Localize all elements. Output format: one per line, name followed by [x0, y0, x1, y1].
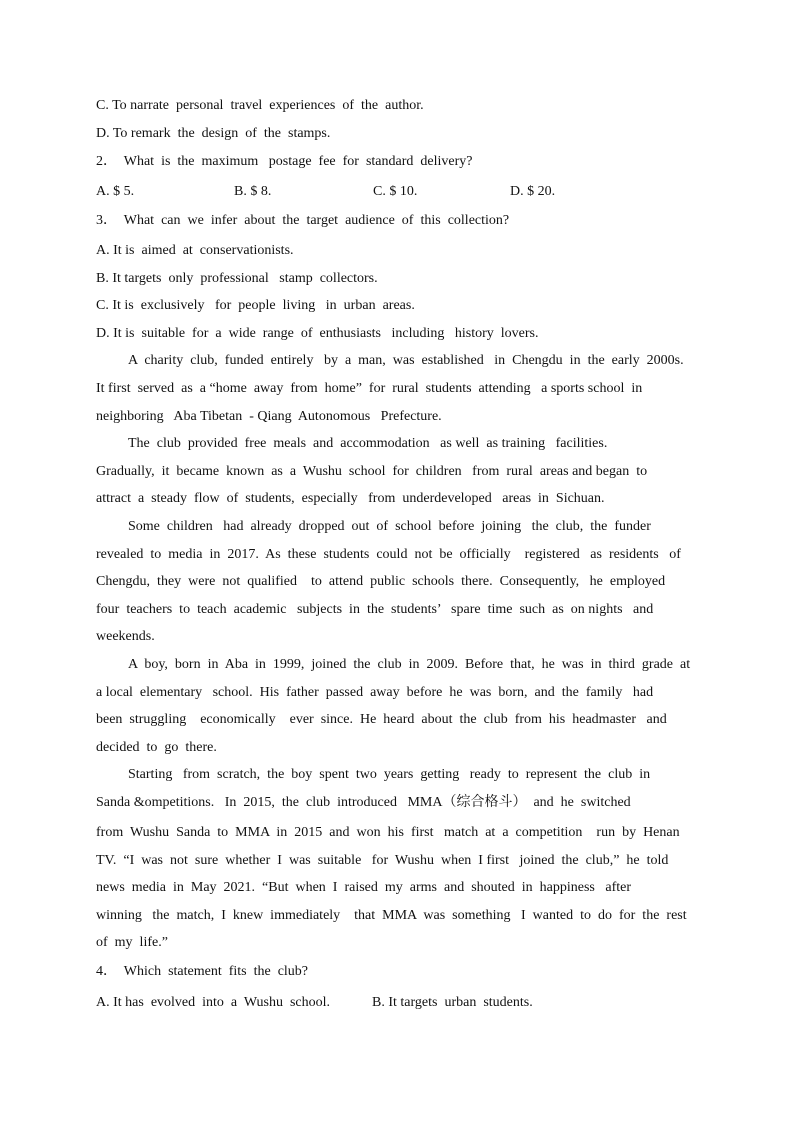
q3-question: 3． What can we infer about the target audience of this collection? — [96, 213, 510, 228]
passage-line: It first served as a “home away from home” for rural students attending a sports school in — [96, 381, 643, 396]
passage-line: from Wushu Sanda to MMA in 2015 and won his first match at a competition run by Henan — [96, 825, 680, 840]
passage-line: weekends. — [96, 629, 155, 644]
q4-question: 4． Which statement fits the club? — [96, 964, 309, 979]
passage-line: Some children had already dropped out of school before joining the club, the funder — [128, 519, 651, 534]
passage-line: attract a steady flow of students, especially from underdeveloped areas in Sichuan. — [96, 491, 605, 506]
passage-line: A boy, born in Aba in 1999, joined the club in 2009. Before that, he was in third grade at — [128, 657, 691, 672]
passage-line: TV. “I was not sure whether I was suitable for Wushu when I first joined the club,” he told — [96, 853, 669, 868]
q4-option-a: A. It has evolved into a Wushu school. — [96, 995, 331, 1010]
passage-line: been struggling economically ever since. He heard about the club from his headmaster and — [96, 712, 667, 727]
q3-option-a: A. It is aimed at conservationists. — [96, 243, 294, 258]
passage-line: news media in May 2021. “But when I raised my arms and shouted in happiness after — [96, 880, 632, 895]
passage-line: winning the match, I knew immediately that MMA was something I wanted to do for the rest — [96, 908, 687, 923]
passage-line: Starting from scratch, the boy spent two years getting ready to represent the club in — [128, 767, 651, 782]
passage-line: Gradually, it became known as a Wushu school for children from rural areas and began to — [96, 464, 648, 479]
q3-option-d: D. It is suitable for a wide range of enthusiasts including history lovers. — [96, 326, 539, 341]
passage-line: Sanda &ompetitions. In 2015, the club introduced MMA（综合格斗） and he switched — [96, 795, 631, 810]
q4-option-b: B. It targets urban students. — [372, 995, 533, 1010]
passage-line: revealed to media in 2017. As these students could not be officially registered as residents of — [96, 547, 681, 562]
passage-line: A charity club, funded entirely by a man, was established in Chengdu in the early 2000s. — [128, 353, 684, 368]
passage-line: Chengdu, they were not qualified to attend public schools there. Consequently, he employed — [96, 574, 666, 589]
q2-question: 2． What is the maximum postage fee for standard delivery? — [96, 154, 473, 169]
passage-line: The club provided free meals and accommodation as well as training facilities. — [128, 436, 608, 451]
passage-line: decided to go there. — [96, 740, 217, 755]
passage-line: four teachers to teach academic subjects in the students’ spare time such as on nights and — [96, 602, 654, 617]
q2-option-c: C. $ 10. — [373, 184, 418, 199]
q1-option-c: C. To narrate personal travel experiences of the author. — [96, 98, 424, 113]
passage-line: neighboring Aba Tibetan - Qiang Autonomous Prefecture. — [96, 409, 442, 424]
passage-line: a local elementary school. His father passed away before he was born, and the family had — [96, 685, 654, 700]
q1-option-d: D. To remark the design of the stamps. — [96, 126, 331, 141]
q3-option-b: B. It targets only professional stamp collectors. — [96, 271, 378, 286]
passage-line: of my life.” — [96, 935, 168, 950]
q3-option-c: C. It is exclusively for people living in urban areas. — [96, 298, 415, 313]
q2-option-a: A. $ 5. — [96, 184, 135, 199]
q2-option-d: D. $ 20. — [510, 184, 556, 199]
q2-option-b: B. $ 8. — [234, 184, 272, 199]
